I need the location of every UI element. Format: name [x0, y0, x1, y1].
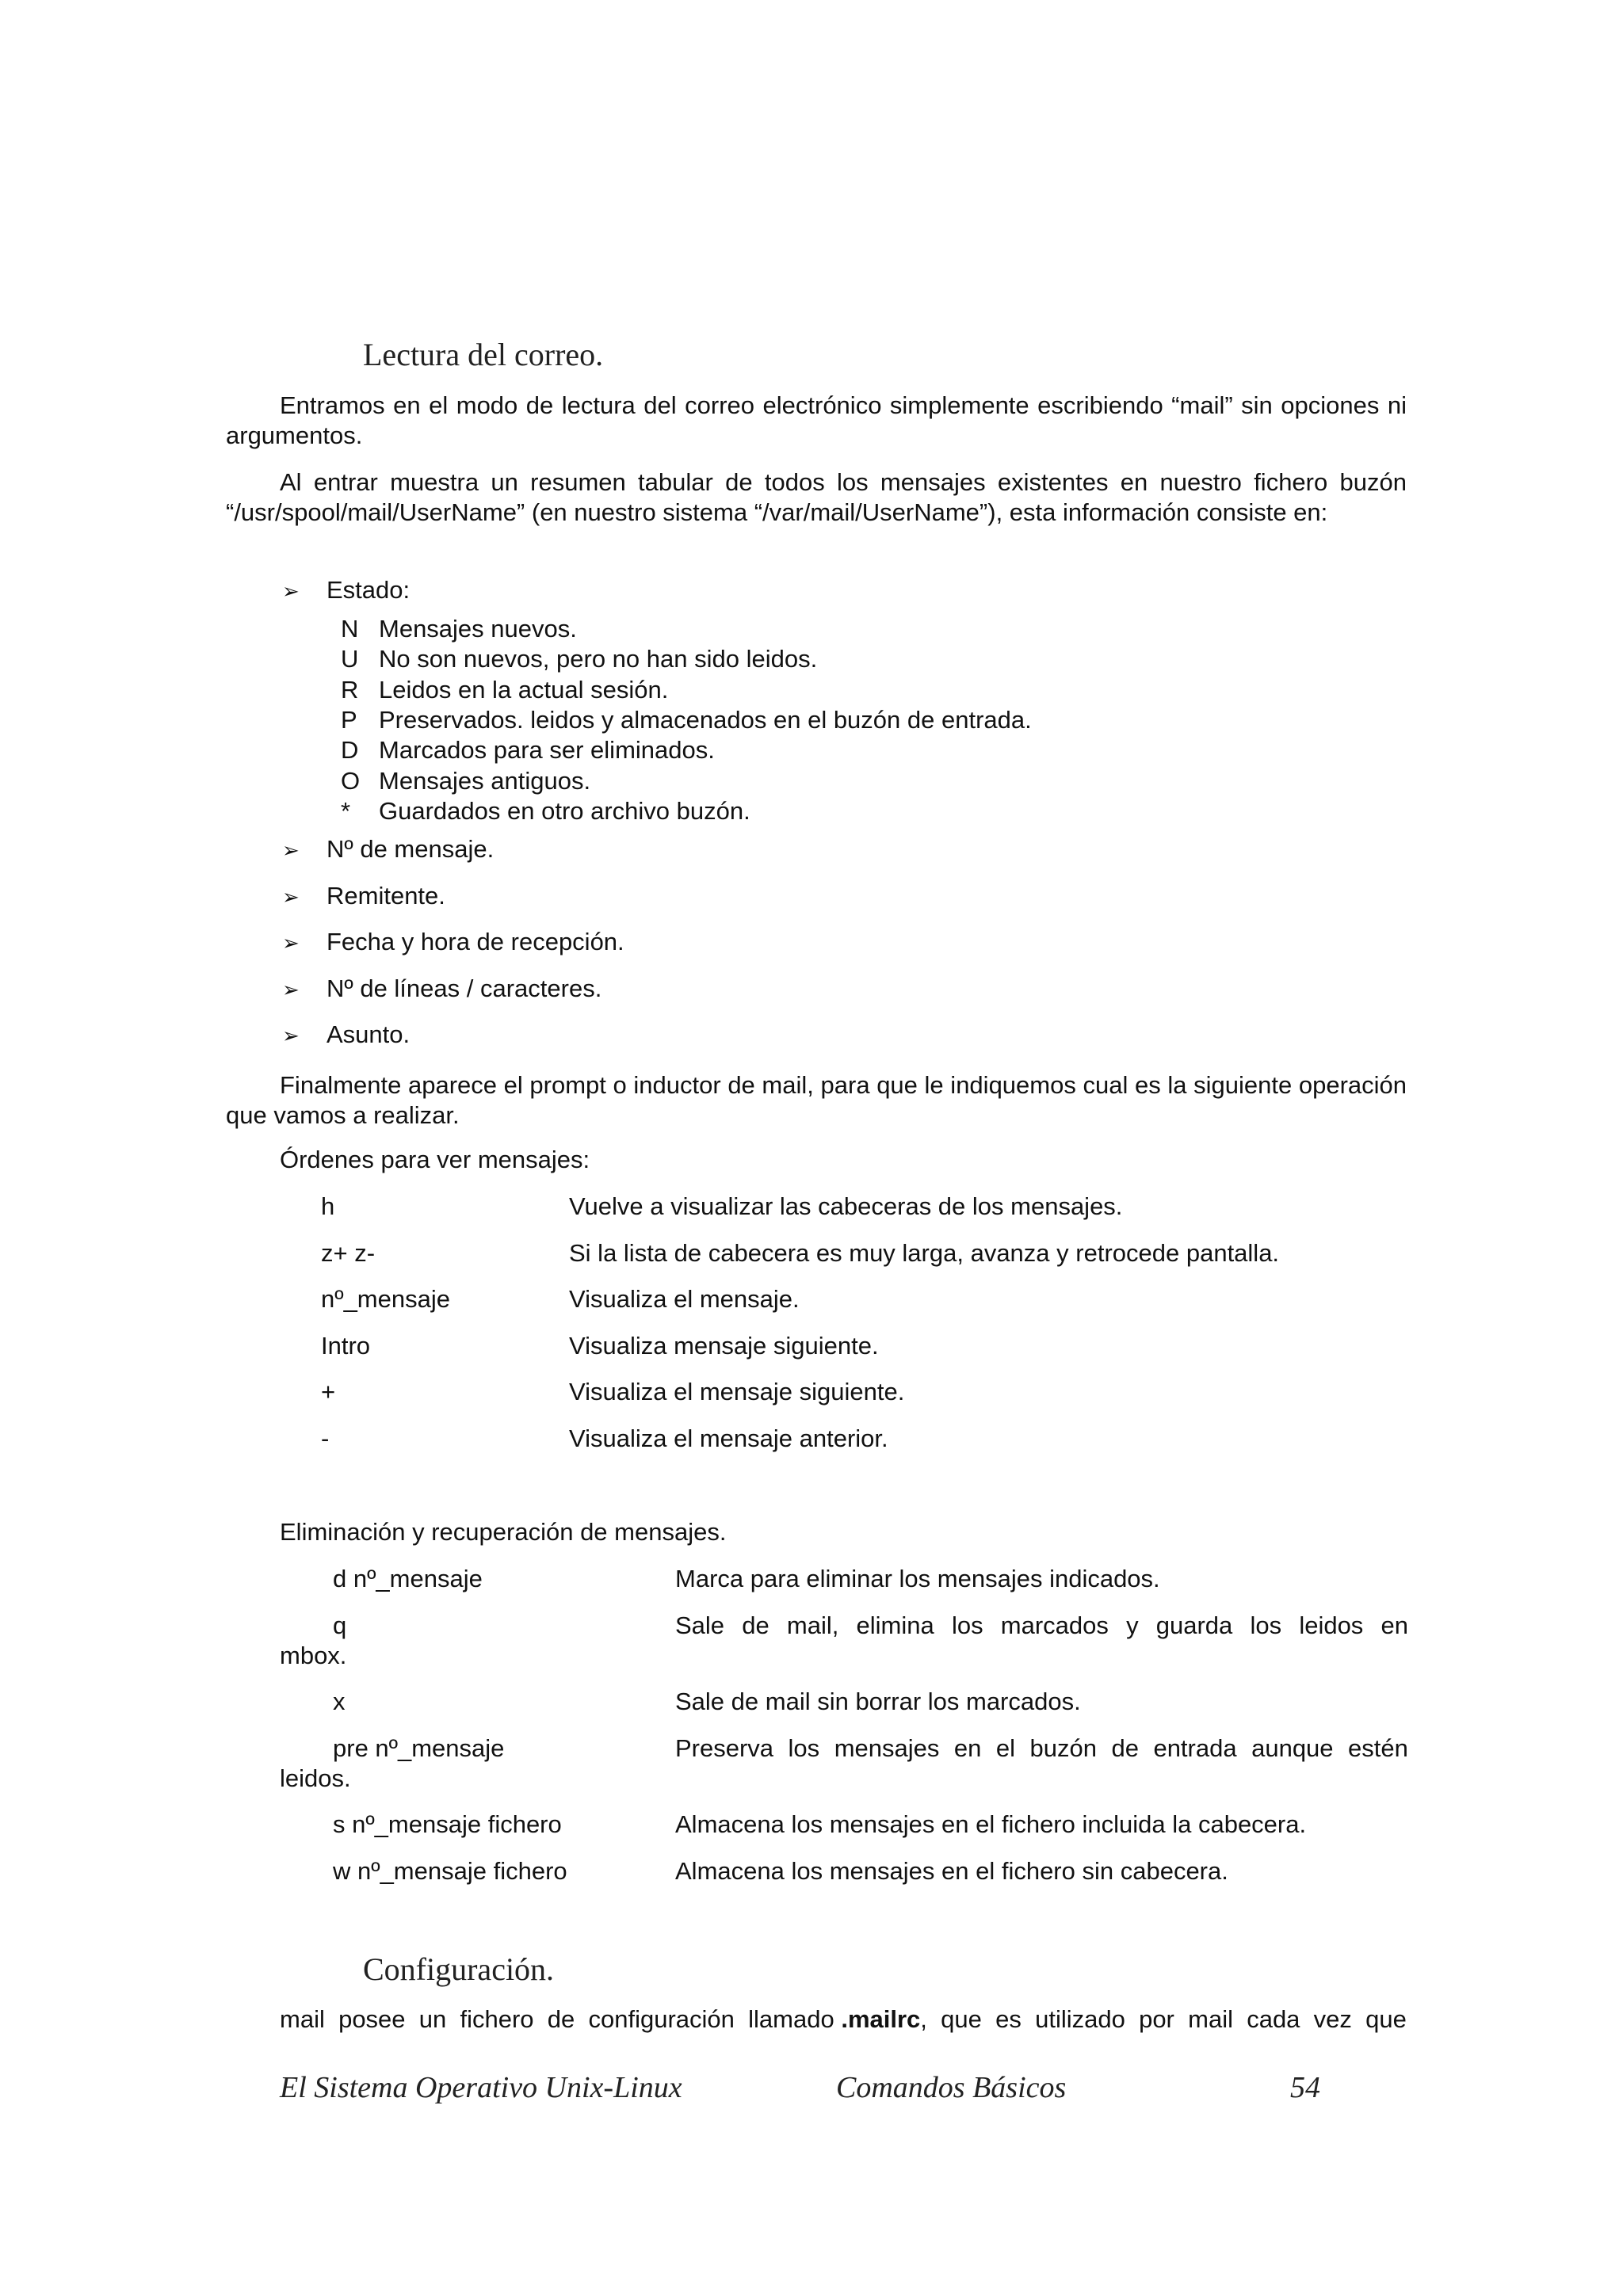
view-orders-title: Órdenes para ver mensajes:	[280, 1146, 590, 1173]
word: el	[995, 1734, 1015, 1762]
status-code: D	[341, 736, 359, 765]
command-description: Visualiza mensaje siguiente.	[569, 1331, 879, 1360]
word: guarda	[1155, 1611, 1233, 1639]
delete-row-desc: Sale de mail sin borrar los marcados.	[675, 1688, 1081, 1715]
delete-row-cmd: x	[333, 1688, 346, 1715]
status-code: O	[341, 766, 361, 795]
word: vez	[1313, 2005, 1352, 2033]
section-heading-configuracion: Configuración.	[363, 1951, 555, 1987]
command-name: +	[321, 1378, 336, 1405]
bullet-marker: ➢	[282, 884, 300, 909]
word: Sale	[675, 1611, 725, 1639]
paragraph-config	[280, 2004, 1407, 2035]
paragraph-prompt: Finalmente aparece el prompt o inductor de mail, para que le indiquemos cual es la siguiente operación que vamos a realizar.	[226, 1071, 1407, 1129]
status-code: *	[341, 796, 351, 825]
command-description: Visualiza el mensaje siguiente.	[569, 1378, 905, 1405]
word: un	[418, 2005, 447, 2033]
word: configuración	[588, 2005, 735, 2033]
section-heading-lectura: Lectura del correo.	[363, 337, 604, 372]
command-name: h	[321, 1192, 335, 1220]
word: marcados	[1000, 1611, 1109, 1639]
bullet-marker: ➢	[282, 1024, 300, 1047]
status-code: U	[341, 645, 359, 673]
word: leidos	[1299, 1611, 1364, 1639]
status-description: Guardados en otro archivo buzón.	[379, 796, 750, 825]
word: buzón	[1029, 1734, 1097, 1762]
word: en	[953, 1734, 982, 1762]
word: de	[1111, 1734, 1139, 1762]
word: mail	[1188, 2005, 1233, 2033]
bullet-marker: ➢	[282, 977, 300, 1001]
word: en	[1381, 1611, 1408, 1639]
status-description: Marcados para ser eliminados.	[379, 736, 715, 765]
bullet-estado: Estado:	[327, 576, 411, 604]
delete-row-desc-continued: mbox.	[280, 1642, 347, 1669]
word: llamado .mailrc,	[748, 2005, 927, 2033]
command-description: Visualiza el mensaje.	[569, 1285, 800, 1313]
delete-row-cmd: d nº_mensaje	[333, 1565, 483, 1592]
bullet-marker: ➢	[282, 931, 300, 955]
word: fichero	[460, 2005, 534, 2033]
status-code: P	[341, 705, 357, 734]
delete-row-cmd: s nº_mensaje fichero	[333, 1810, 562, 1838]
command-description: Visualiza el mensaje anterior.	[569, 1424, 888, 1452]
status-code: R	[341, 675, 359, 704]
word: por	[1139, 2005, 1174, 2033]
word: mail,	[786, 1611, 839, 1639]
config-filename: .mailrc	[841, 2005, 921, 2033]
word: estén	[1348, 1734, 1408, 1762]
word: que	[1365, 2005, 1407, 2033]
delete-row-cmd: w nº_mensaje fichero	[333, 1857, 567, 1885]
word: aunque	[1251, 1734, 1334, 1762]
bullet-item: Asunto.	[327, 1020, 411, 1048]
status-description: Leidos en la actual sesión.	[379, 675, 669, 704]
delete-row-desc-continued: leidos.	[280, 1764, 351, 1792]
paragraph-summary: Al entrar muestra un resumen tabular de todos los mensajes existentes en nuestro fichero buzón “/usr/spool/mail/UserName” (en nuestro sistema “/var/mail/UserName”), esta información consiste en:	[226, 468, 1407, 526]
word: es	[995, 2005, 1022, 2033]
bullet-marker: ➢	[282, 838, 300, 862]
word: entrada	[1153, 1734, 1237, 1762]
word: y	[1126, 1611, 1139, 1639]
word: mensajes	[834, 1734, 940, 1762]
delete-orders-title: Eliminación y recuperación de mensajes.	[280, 1518, 727, 1546]
command-description: Vuelve a visualizar las cabeceras de los mensajes.	[569, 1192, 1123, 1220]
delete-row-desc: Almacena los mensajes en el fichero incluida la cabecera.	[675, 1810, 1307, 1838]
status-description: No son nuevos, pero no han sido leidos.	[379, 645, 818, 673]
footer-chapter: Comandos Básicos	[836, 2071, 1067, 2104]
word: los	[788, 1734, 820, 1762]
word: los	[1250, 1611, 1282, 1639]
word: de	[547, 2005, 575, 2033]
command-description: Si la lista de cabecera es muy larga, avanza y retrocede pantalla.	[569, 1238, 1280, 1267]
word: cada	[1247, 2005, 1300, 2033]
bullet-item: Fecha y hora de recepción.	[327, 928, 624, 955]
command-name: nº_mensaje	[321, 1285, 450, 1313]
word: que	[941, 2005, 982, 2033]
footer-page-number: 54	[1290, 2071, 1320, 2104]
word: de	[742, 1611, 769, 1639]
word: los	[951, 1611, 983, 1639]
bullet-item: Nº de mensaje.	[327, 835, 495, 863]
command-name: -	[321, 1424, 330, 1452]
status-description: Preservados. leidos y almacenados en el buzón de entrada.	[379, 705, 1032, 734]
status-description: Mensajes antiguos.	[379, 766, 591, 795]
paragraph-intro: Entramos en el modo de lectura del correo electrónico simplemente escribiendo “mail” sin opciones ni argumentos.	[226, 391, 1407, 449]
status-description: Mensajes nuevos.	[379, 615, 577, 643]
bullet-item: Nº de líneas / caracteres.	[327, 974, 602, 1002]
word: mail	[280, 2005, 325, 2033]
delete-row-desc: Almacena los mensajes en el fichero sin cabecera.	[675, 1857, 1228, 1885]
delete-row-desc: Marca para eliminar los mensajes indicados.	[675, 1565, 1160, 1592]
command-name: z+ z-	[321, 1238, 376, 1267]
word: elimina	[856, 1611, 934, 1639]
delete-row-cmd: pre nº_mensaje	[333, 1734, 505, 1762]
delete-row-cmd: q	[333, 1611, 347, 1639]
word: posee	[338, 2005, 406, 2033]
delete-row-desc	[675, 1733, 1408, 1764]
status-code: N	[341, 615, 359, 643]
word: utilizado	[1035, 2005, 1125, 2033]
footer-book-title: El Sistema Operativo Unix-Linux	[280, 2071, 682, 2104]
bullet-item: Remitente.	[327, 881, 445, 910]
word: Preserva	[675, 1734, 774, 1762]
bullet-marker: ➢	[282, 579, 300, 603]
command-name: Intro	[321, 1331, 371, 1360]
delete-row-desc	[675, 1611, 1408, 1641]
